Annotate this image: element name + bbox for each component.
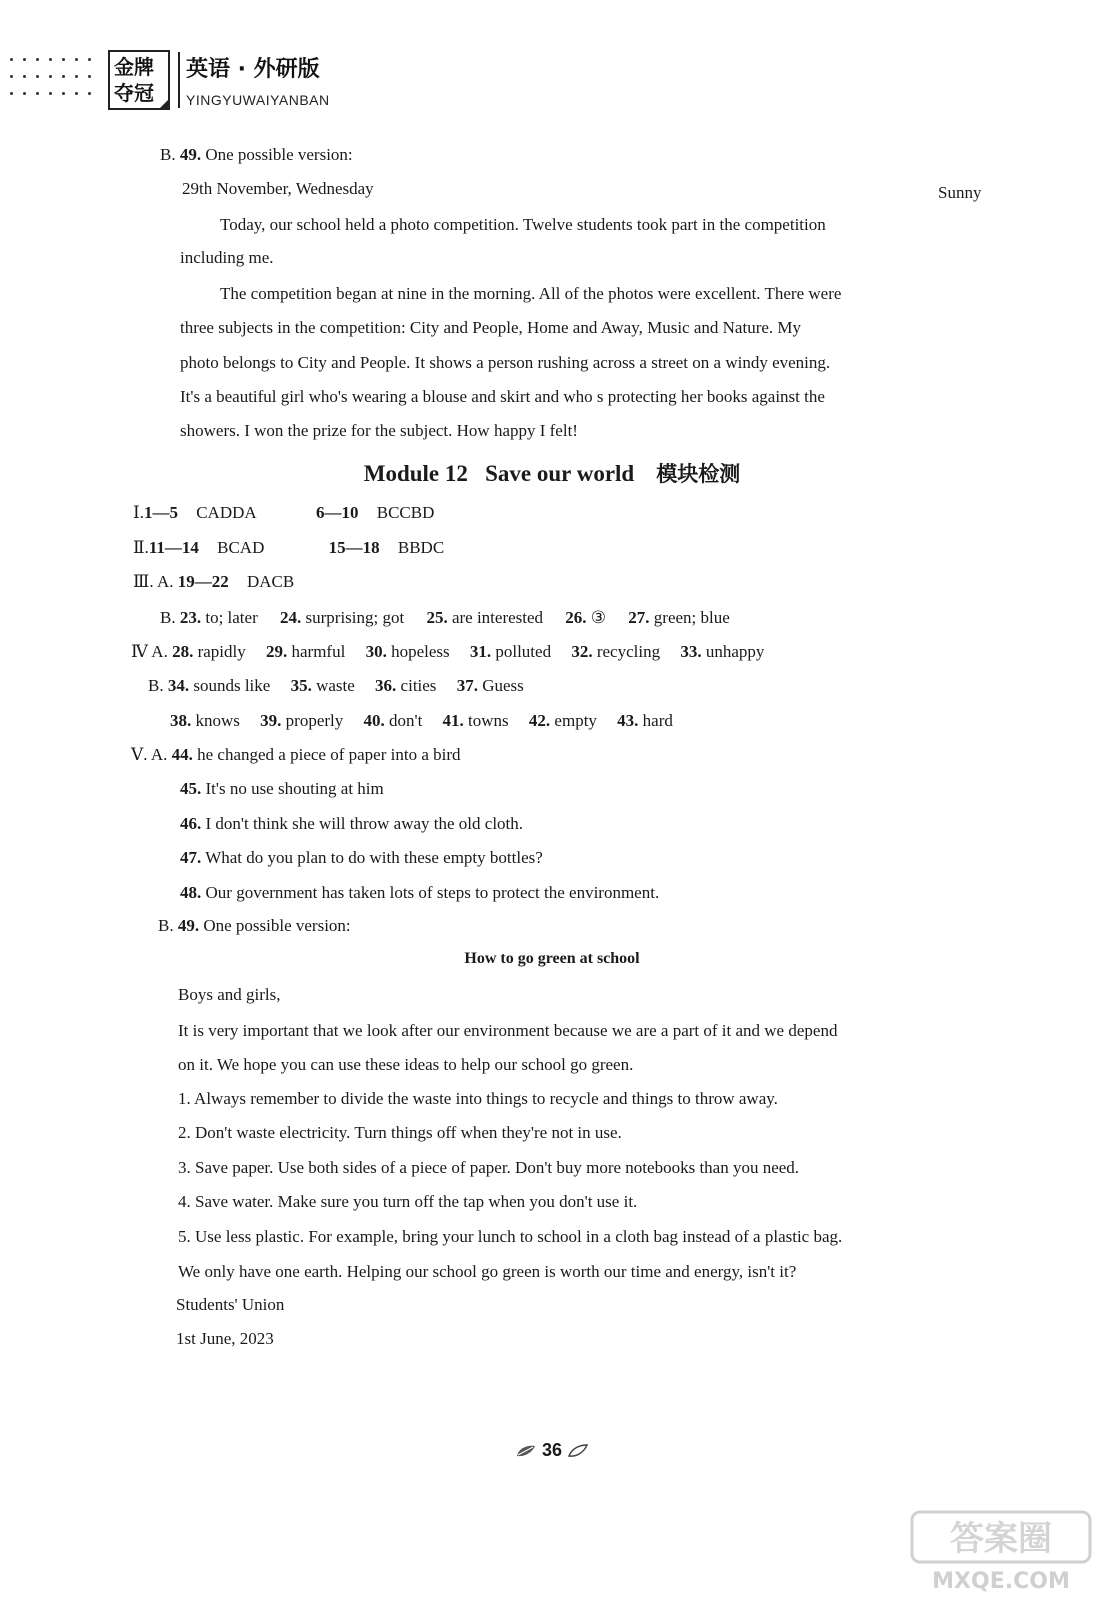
q33-ans: unhappy: [705, 642, 765, 661]
q48-num: 48.: [180, 883, 202, 902]
row3-range: 19—22: [177, 572, 229, 591]
essay-title: How to go green at school: [464, 950, 640, 967]
q30-num: 30.: [365, 642, 387, 661]
answer-q46: [180, 813, 523, 835]
row2-range1: 11—14: [148, 538, 199, 557]
logo-line1: 金牌: [114, 55, 154, 79]
q33-num: 33.: [680, 642, 702, 661]
row1-ans1: CADDA: [196, 503, 256, 522]
q40-ans: don't: [389, 711, 423, 730]
q47-num: 47.: [180, 848, 202, 867]
q47-ans: What do you plan to do with these empty bottles?: [205, 848, 543, 867]
subject-pinyin: YINGYUWAIYANBAN: [186, 92, 330, 108]
s1-intro: One possible version:: [205, 145, 353, 164]
q46-ans: I don't think she will throw away the old cloth.: [205, 814, 524, 833]
q24-num: 24.: [280, 608, 302, 627]
answer-row-4a: [131, 641, 764, 663]
diary-p1-l1: Today, our school held a photo competition. Twelve students took part in the competition: [220, 215, 826, 234]
row1-range1: 1—5: [143, 503, 178, 522]
row2-label: Ⅱ.: [133, 538, 149, 557]
q29-num: 29.: [265, 642, 288, 661]
diary-p2-l2: three subjects in the competition: City and People, Home and Away, Music and Nature. My: [180, 318, 802, 337]
q45-ans: It's no use shouting at him: [205, 779, 384, 798]
watermark-text: MXQE.COM: [932, 1569, 1070, 1594]
s2-label: B.: [158, 916, 174, 935]
q41-num: 41.: [442, 711, 464, 730]
row2-ans1: BCAD: [217, 538, 265, 557]
q35-ans: waste: [316, 676, 355, 695]
row3b-label: B.: [160, 608, 176, 627]
q37-ans: Guess: [482, 676, 524, 695]
answer-q47: [180, 847, 543, 869]
s1-intro-line: [160, 144, 353, 166]
answer-row-2: [133, 537, 444, 559]
q38-ans: knows: [195, 711, 240, 730]
row1-ans2: BCCBD: [376, 503, 435, 522]
q42-ans: empty: [554, 711, 597, 730]
q36-num: 36.: [375, 676, 397, 695]
svg-text:答案圈: 答案圈: [950, 1519, 1052, 1559]
row4a-label: Ⅳ A.: [131, 642, 168, 661]
answer-row-4b2: [170, 710, 673, 732]
q40-num: 40.: [363, 711, 385, 730]
q32-ans: recycling: [596, 642, 661, 661]
subject-title: 英语 · 外研版: [186, 57, 320, 82]
essay-date: 1st June, 2023: [176, 1329, 274, 1348]
q44-num: 44.: [171, 745, 193, 764]
q29-ans: harmful: [291, 642, 346, 661]
header-divider: [178, 52, 180, 108]
q45-num: 45.: [180, 779, 202, 798]
q31-num: 31.: [469, 642, 492, 661]
q23-ans: to; later: [205, 608, 258, 627]
q27-num: 27.: [628, 608, 650, 627]
essay-item-4: 4. Save water. Make sure you turn off the tap when you don't use it.: [178, 1192, 638, 1211]
logo-line2: 夺冠: [114, 81, 154, 105]
row3-label: Ⅲ. A.: [133, 572, 174, 591]
essay-closing: We only have one earth. Helping our school go green is worth our time and energy, isn't it?: [178, 1262, 797, 1281]
q44-ans: he changed a piece of paper into a bird: [197, 745, 461, 764]
row1-label: Ⅰ.: [133, 503, 144, 522]
diary-p2-l1: The competition began at nine in the morning. All of the photos were excellent. There were: [220, 284, 842, 303]
q26-num: 26.: [565, 608, 587, 627]
q39-num: 39.: [260, 711, 282, 730]
q28-num: 28.: [172, 642, 194, 661]
diary-p2-l4: It's a beautiful girl who's wearing a blouse and skirt and who s protecting her books against the: [180, 387, 825, 406]
answer-row-3a: [133, 571, 294, 593]
watermark-logo: [906, 1508, 1096, 1596]
s2-num: 49.: [177, 916, 200, 935]
q27-ans: green; blue: [653, 608, 730, 627]
q25-num: 25.: [426, 608, 448, 627]
q43-ans: hard: [642, 711, 673, 730]
page-footer: [0, 1440, 1104, 1461]
row2-range2: 15—18: [328, 538, 380, 557]
s2-intro: One possible version:: [203, 916, 351, 935]
module-heading: [0, 458, 1104, 488]
diary-weather: Sunny: [938, 183, 982, 202]
q24-ans: surprising; got: [305, 608, 405, 627]
module-title: Module 12 Save our world: [363, 461, 635, 486]
answer-q45: [180, 778, 384, 800]
essay-item-3: 3. Save paper. Use both sides of a piece of paper. Don't buy more notebooks than you need.: [178, 1158, 800, 1177]
q41-ans: towns: [468, 711, 509, 730]
q39-ans: properly: [285, 711, 344, 730]
logo-corner-mark: [158, 98, 170, 110]
answer-row-1: [133, 502, 434, 524]
answer-q48: [180, 882, 659, 904]
answer-row-5a: [131, 744, 461, 766]
page-number: 36: [541, 1440, 563, 1460]
q30-ans: hopeless: [391, 642, 450, 661]
answer-row-4b1: [148, 675, 524, 697]
leaf-right-icon: [567, 1444, 589, 1458]
q46-num: 46.: [180, 814, 202, 833]
answer-row-3b: [160, 607, 730, 629]
q38-num: 38.: [170, 711, 192, 730]
row1-range2: 6—10: [315, 503, 359, 522]
essay-greeting: Boys and girls,: [178, 985, 281, 1004]
q34-num: 34.: [167, 676, 190, 695]
essay-item-5: 5. Use less plastic. For example, bring your lunch to school in a cloth bag instead of a plastic bag.: [178, 1227, 843, 1246]
q36-ans: cities: [400, 676, 437, 695]
q32-num: 32.: [571, 642, 593, 661]
essay-signature: Students' Union: [176, 1295, 285, 1314]
row2-ans2: BBDC: [397, 538, 445, 557]
row3-ans: DACB: [246, 572, 295, 591]
diary-p1-l2: including me.: [180, 248, 274, 267]
header-dots: [10, 58, 96, 104]
essay-item-1: 1. Always remember to divide the waste into things to recycle and things to throw away.: [178, 1089, 778, 1108]
q26-ans: ③: [590, 608, 607, 627]
q35-num: 35.: [290, 676, 312, 695]
module-cn-title: 模块检测: [656, 462, 741, 486]
essay-p-l1: It is very important that we look after our environment because we are a part of it and we depend: [178, 1021, 838, 1040]
row5-label: Ⅴ. A.: [131, 745, 168, 764]
s1-num: 49.: [179, 145, 202, 164]
q34-ans: sounds like: [193, 676, 271, 695]
leaf-left-icon: [515, 1444, 537, 1458]
row4b-label: B.: [148, 676, 164, 695]
q25-ans: are interested: [451, 608, 544, 627]
q48-ans: Our government has taken lots of steps to protect the environment.: [205, 883, 660, 902]
q42-num: 42.: [528, 711, 551, 730]
s1-label: B.: [160, 145, 176, 164]
q31-ans: polluted: [495, 642, 552, 661]
q28-ans: rapidly: [197, 642, 246, 661]
diary-p2-l5: showers. I won the prize for the subject. How happy I felt!: [180, 421, 578, 440]
diary-date: 29th November, Wednesday: [182, 179, 374, 198]
q23-num: 23.: [179, 608, 202, 627]
q43-num: 43.: [617, 711, 639, 730]
essay-p-l2: on it. We hope you can use these ideas to help our school go green.: [178, 1055, 634, 1074]
essay-item-2: 2. Don't waste electricity. Turn things off when they're not in use.: [178, 1123, 622, 1142]
s2-intro-line: [158, 915, 351, 937]
diary-p2-l3: photo belongs to City and People. It shows a person rushing across a street on a windy evening.: [180, 353, 831, 372]
q37-num: 37.: [456, 676, 478, 695]
